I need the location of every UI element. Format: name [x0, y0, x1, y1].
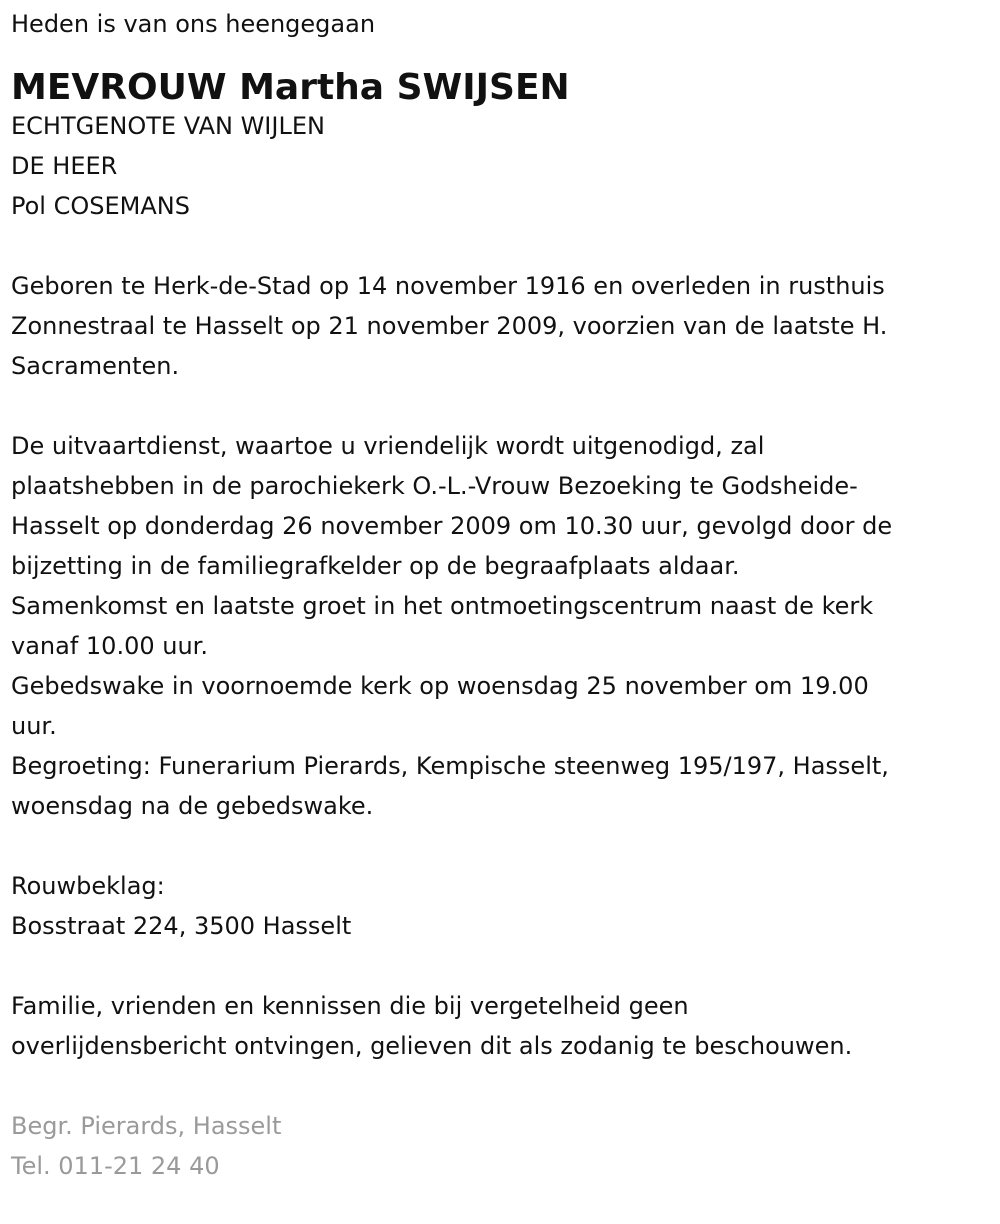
obituary-notice — [11, 4, 991, 1186]
funeral-line: Hasselt op donderdag 26 november 2009 om 10.30 uur, gevolgd door de — [11, 512, 893, 540]
funeral-line: vanaf 10.00 uur. — [11, 632, 208, 660]
funeral-line: bijzetting in de familiegrafkelder op de begraafplaats aldaar. — [11, 552, 740, 580]
closing-line: Familie, vrienden en kennissen die bij vergetelheid geen — [11, 992, 689, 1020]
funeral-line: Gebedswake in voornoemde kerk op woensdag 25 november om 19.00 — [11, 672, 869, 700]
birth-death-line: Zonnestraal te Hasselt op 21 november 2009, voorzien van de laatste H. — [11, 312, 888, 340]
undertaker-name: Begr. Pierards, Hasselt — [11, 1112, 282, 1140]
funeral-line: plaatshebben in de parochiekerk O.-L.-Vrouw Bezoeking te Godsheide- — [11, 472, 858, 500]
birth-death-line: Sacramenten. — [11, 352, 180, 380]
intro-text: Heden is van ons heengegaan — [11, 10, 376, 38]
birth-death-line: Geboren te Herk-de-Stad op 14 november 1916 en overleden in rusthuis — [11, 272, 885, 300]
funeral-line: Samenkomst en laatste groet in het ontmoetingscentrum naast de kerk — [11, 592, 874, 620]
paragraph-gap — [11, 226, 991, 266]
deceased-name: MEVROUW Martha SWIJSEN — [11, 67, 570, 108]
paragraph-gap — [11, 1066, 991, 1106]
mourning-label: Rouwbeklag: — [11, 872, 165, 900]
paragraph-gap — [11, 946, 991, 986]
relation-line: ECHTGENOTE VAN WIJLEN — [11, 112, 325, 140]
mourning-address: Bosstraat 224, 3500 Hasselt — [11, 912, 352, 940]
paragraph-gap — [11, 386, 991, 426]
relation-line: Pol COSEMANS — [11, 192, 190, 220]
funeral-line: Begroeting: Funerarium Pierards, Kempische steenweg 195/197, Hasselt, — [11, 752, 889, 780]
funeral-line: De uitvaartdienst, waartoe u vriendelijk wordt uitgenodigd, zal — [11, 432, 765, 460]
undertaker-phone: Tel. 011-21 24 40 — [11, 1152, 220, 1180]
funeral-line: woensdag na de gebedswake. — [11, 792, 374, 820]
funeral-line: uur. — [11, 712, 57, 740]
paragraph-gap — [11, 826, 991, 866]
closing-line: overlijdensbericht ontvingen, gelieven dit als zodanig te beschouwen. — [11, 1032, 853, 1060]
relation-line: DE HEER — [11, 152, 118, 180]
